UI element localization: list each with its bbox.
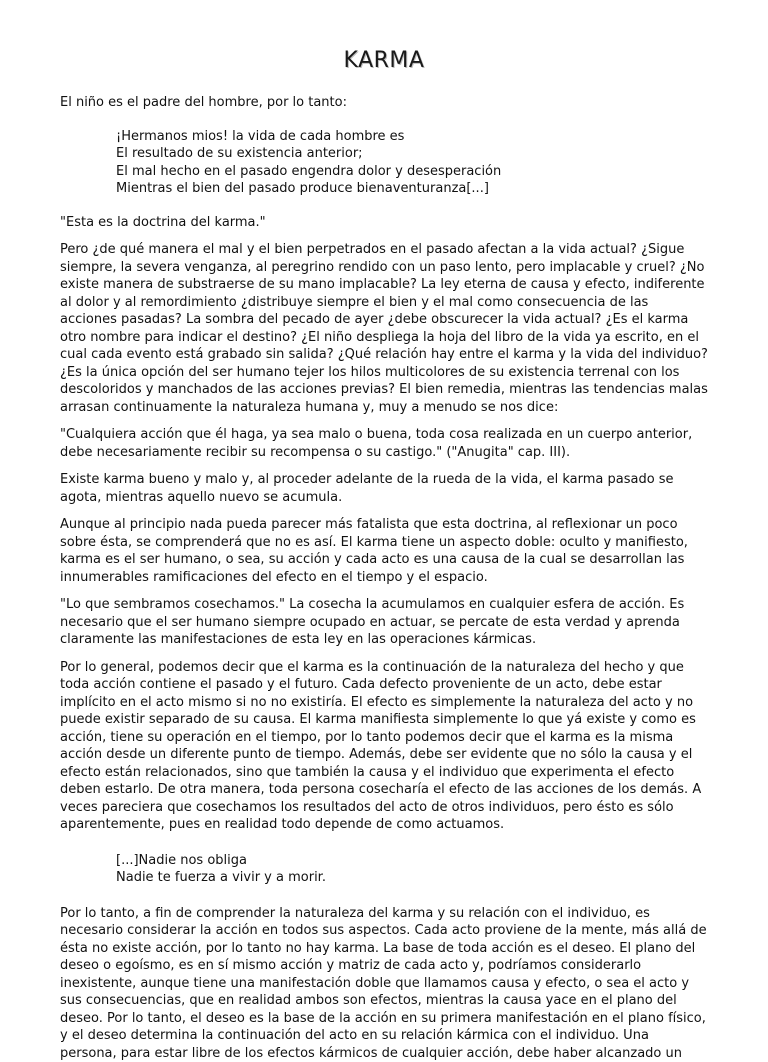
- paragraph-continuation: Por lo general, podemos decir que el karma es la continuación de la naturaleza del hecho y que toda acción contiene el pasado y el futuro. Cada defecto proveniente de un acto, debe estar implícito en el acto mismo si no no existiría. El efecto es simplemente la naturaleza del acto y no puede existir separado de su causa. El karma manifiesta simplemente lo que yá existe y como es acción, tiene su operación en el tiempo, por lo tanto podemos decir que el karma es la misma acción desde un diferente punto de tiempo. Además, debe ser evidente que no sólo la causa y el efecto están relacionados, sino que también la causa y el individuo que experimenta el efecto deben estarlo. De otra manera, toda persona cosecharía el efecto de las acciones de los demás. A veces pareciera que cosechamos los resultados del acto de otros individuos, pero ésto es sólo aparentemente, pues en realidad todo depende de como actuamos.: [60, 659, 708, 834]
- verse-line: Nadie te fuerza a vivir y a morir.: [116, 869, 708, 887]
- verse-line: ¡Hermanos mios! la vida de cada hombre es: [116, 128, 708, 146]
- paragraph-harvest: "Lo que sembramos cosechamos." La cosecha la acumulamos en cualquier esfera de acción. Es necesario que el ser humano siempre ocupado en actuar, se percate de esta verdad y aprenda claramente las manifestaciones de esta ley en las operaciones kármicas.: [60, 596, 708, 649]
- verse-line: El resultado de su existencia anterior;: [116, 145, 708, 163]
- page-title: KARMA: [60, 0, 708, 78]
- paragraph-karma-types: Existe karma bueno y malo y, al proceder adelante de la rueda de la vida, el karma pasado se agota, mientras aquello nuevo se acumula.: [60, 471, 708, 506]
- intro-paragraph: El niño es el padre del hombre, por lo tanto:: [60, 94, 708, 112]
- verse-quote-1: [60, 128, 708, 198]
- verse-quote-2: [60, 852, 708, 887]
- paragraph-doctrine: "Esta es la doctrina del karma.": [60, 214, 708, 232]
- paragraph-fatalism: Aunque al principio nada pueda parecer más fatalista que esta doctrina, al reflexionar un poco sobre ésta, se comprenderá que no es así. El karma tiene un aspecto doble: oculto y manifiesto, karma es el ser humano, o sea, su acción y cada acto es una causa de la cual se desarrollan las innumerables ramificaciones del efecto en el tiempo y el espacio.: [60, 516, 708, 586]
- verse-line: El mal hecho en el pasado engendra dolor y desesperación: [116, 163, 708, 181]
- verse-line: [...]Nadie nos obliga: [116, 852, 708, 870]
- verse-line: Mientras el bien del pasado produce bienaventuranza[...]: [116, 180, 708, 198]
- paragraph-anugita-quote: "Cualquiera acción que él haga, ya sea malo o buena, toda cosa realizada en un cuerpo anterior, debe necesariamente recibir su recompensa o su castigo." ("Anugita" cap. III).: [60, 426, 708, 461]
- paragraph-questions: Pero ¿de qué manera el mal y el bien perpetrados en el pasado afectan a la vida actual? ¿Sigue siempre, la severa venganza, al peregrino rendido con un paso lento, pero implacable y cruel? ¿No existe manera de substraerse de su mano implacable? La ley eterna de causa y efecto, indiferente al dolor y al remordimiento ¿distribuye siempre el bien y el mal como consecuencia de las acciones pasadas? La sombra del pecado de ayer ¿debe obscurecer la vida actual? ¿Es el karma otro nombre para indicar el destino? ¿El niño despliega la hoja del libro de la vida ya escrito, en el cual cada evento está grabado sin salida? ¿Qué relación hay entre el karma y la vida del individuo? ¿Es la única opción del ser humano tejer los hilos multicolores de su existencia terrenal con los descoloridos y manchados de las acciones previas? El bien remedia, mientras las tendencias malas arrasan continuamente la naturaleza humana y, muy a menudo se nos dice:: [60, 241, 708, 416]
- paragraph-desire: Por lo tanto, a fin de comprender la naturaleza del karma y su relación con el individuo, es necesario considerar la acción en todos sus aspectos. Cada acto proviene de la mente, más allá de ésta no existe acción, por lo tanto no hay karma. La base de toda acción es el deseo. El plano del deseo o egoísmo, es en sí mismo acción y matriz de cada acto y, podríamos considerarlo inexistente, aunque tiene una manifestación doble que llamamos causa y efecto, o sea el acto y sus consecuencias, que en realidad ambos son efectos, mientras la causa yace en el plano del deseo. Por lo tanto, el deseo es la base de la acción en su primera manifestación en el plano físico, y el deseo determina la continuación del acto en su relación kármica con el individuo. Una persona, para estar libre de los efectos kármicos de cualquier acción, debe haber alcanzado un: [60, 905, 708, 1062]
